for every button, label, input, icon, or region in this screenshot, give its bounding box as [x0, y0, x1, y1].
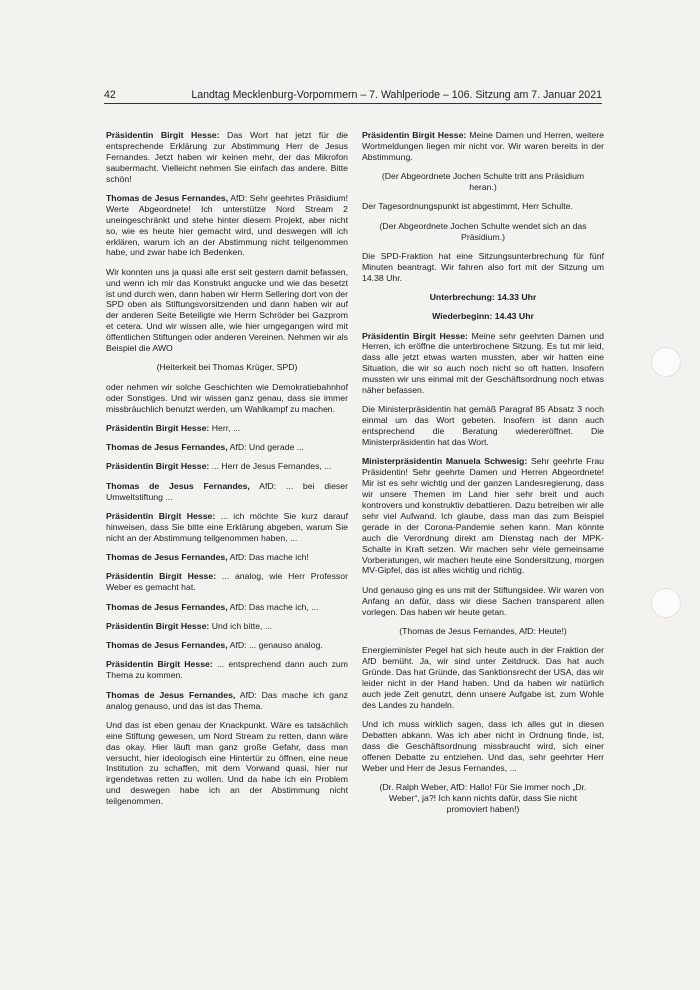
speech-text: AfD: Das mache ich ganz analog genauso, und das ist das Thema. — [106, 689, 348, 711]
session-time-heading: Unterbrechung: 14.33 Uhr — [429, 291, 537, 302]
speech-paragraph — [106, 720, 348, 807]
speaker-name: Präsidentin Birgit Hesse: — [106, 461, 210, 472]
speech-text: Meine Damen und Herren, weitere Wortmeldungen liegen mir nicht vor. Wir waren bereits in der Abstimmung. — [362, 130, 604, 162]
speech-text: Energieminister Pegel hat sich heute auch in der Fraktion der AfD bemüht. Ja, wir sind unter Zeitdruck. Das hat auch Gründe. Das hat Gründe, das Sanktionsrecht der USA, das wir leider nicht in der Hand haben. Und da haben wir natürlich auch jede Zeit genutzt, denn unsere Aufgabe ist, zum Wohle des Landes zu handeln. — [362, 645, 604, 710]
speech-paragraph — [106, 511, 348, 544]
speaker-name: Thomas de Jesus Fernandes, — [106, 601, 228, 612]
speech-text: AfD: Das mache ich! — [227, 552, 309, 562]
speech-paragraph — [362, 201, 604, 212]
speech-text: Sehr geehrte Frau Präsidentin! Sehr geehrte Damen und Herren Abgeordnete! Mir ist es sehr wichtig und der ganzen Landesregierung, dass wir unsere Themen im Land hier sehr breit und auch kontrovers und konstruktiv debattieren. Dazu betreiben wir alle sehr viel Aufwand. Ich glaube, dass man das zum Beispiel gerade in der Corona-Pandemie sehen kann. Man könnte auch die Verordnung direkt am Dienstag nach der MPK-Schalte in Kraft setzen. Wir machen sehr viele gemeinsame Vorberatungen, wir machen heute eine Sondersitzung, morgen MV-Gipfel, das ist alles wichtig und richtig. — [362, 456, 605, 576]
speech-text: Wir konnten uns ja quasi alle erst seit gestern damit befassen, und wenn ich mir das Konstrukt angucke und wie das besetzt ist und durch wen, dann haben wir Herrn Sellering dort von der SPD oben als Stiftungsvorsitzenden und dann haben wir auf der anderen Seite Beteiligte wie Herrn Schröder bei Gazprom et cetera. Und wir wissen alle, wie hier umgegangen wird mit öffentlichen Stiftungen oder anderen Vereinen. Nehmen wir als Beispiel die AWO — [106, 266, 348, 354]
speech-text: Das Wort hat jetzt für die entsprechende Erklärung zur Abstimmung Herr de Jesus Fernandes. Jetzt haben wir keinen mehr, der das Mikrofon saubermacht. Vielleicht nehmen Sie einfach das andere. Bitte schön! — [106, 130, 348, 184]
speech-paragraph — [106, 442, 348, 453]
speech-text: ... ich möchte Sie kurz darauf hinweisen, dass Sie bitte eine Erklärung abgeben, warum Sie nicht an der Abstimmung teilgenommen haben, ... — [106, 510, 348, 543]
speaker-name: Thomas de Jesus Fernandes, — [106, 442, 228, 453]
speech-paragraph — [362, 645, 604, 710]
left-column — [106, 130, 348, 815]
speaker-name: Ministerpräsidentin Manuela Schwesig: — [362, 456, 528, 467]
speech-text: Und ich bitte, ... — [209, 620, 273, 631]
interjection: (Der Abgeordnete Jochen Schulte tritt ans Präsidium heran.) — [381, 171, 585, 193]
speech-text: oder nehmen wir solche Geschichten wie Demokratiebahnhof oder Sonstiges. Und wir wissen ganz genau, dass sie immer missbräuchlich benutzt werden, um Wahlkampf zu machen. — [106, 381, 348, 414]
speech-text: AfD: Das mache ich, ... — [227, 601, 319, 612]
hole-punch-mark — [651, 588, 681, 618]
speech-text: Und genauso ging es uns mit der Stiftungsidee. Wir waren von Anfang an dafür, dass wir diese Sachen transparent allen vorlegen. Das haben wir heute getan. — [362, 584, 604, 617]
speech-text: Der Tagesordnungspunkt ist abgestimmt, Herr Schulte. — [362, 201, 573, 212]
speaker-name: Thomas de Jesus Fernandes, — [106, 552, 228, 562]
speech-paragraph — [106, 621, 348, 632]
speech-text: Meine sehr geehrten Damen und Herren, ich eröffne die unterbrochene Sitzung. Es tut mir leid, dass alle jetzt etwas warten mussten, aber wir hatten eine Situation, die wir so auch noch nicht so oft hatten. Insofern mussten wir uns einmal mit der Geschäftsordnung noch etwas näher befassen. — [362, 330, 604, 396]
speech-paragraph — [106, 481, 348, 503]
speech-text: Die SPD-Fraktion hat eine Sitzungsunterbrechung für fünf Minuten beantragt. Wir fahren also fort mit der Sitzung um 14.38 Uhr. — [362, 250, 604, 283]
speech-paragraph — [362, 585, 604, 618]
page-number: 42 — [104, 89, 116, 101]
speech-paragraph — [362, 251, 604, 284]
speech-paragraph — [362, 331, 604, 396]
speaker-name: Präsidentin Birgit Hesse: — [362, 130, 467, 140]
speech-text: ... analog, wie Herr Professor Weber es gemacht hat. — [106, 571, 348, 593]
interjection: (Der Abgeordnete Jochen Schulte wendet sich an das Präsidium.) — [379, 220, 587, 242]
speech-paragraph — [106, 130, 348, 185]
speech-text: Und das ist eben genau der Knackpunkt. Wäre es tatsächlich eine Stiftung gewesen, um Nord Stream zu retten, dann wäre das okay. Hier läuft man ganz große Gefahr, dass man versucht, hier ideologisch eine Hintertür zu öffnen, eine neue Institution zu schaffen, mit dem Vorwand quasi, hier nur irgendetwas retten zu wollen. Und da habe ich ein Problem und deswegen habe ich an der Abstimmung nicht teilgenommen. — [106, 719, 348, 807]
speech-text: ... Herr de Jesus Fernandes, ... — [209, 461, 332, 472]
interjection: (Dr. Ralph Weber, AfD: Hallo! Für Sie immer noch „Dr. Weber“, ja?! Ich kann nichts dafür, dass Sie nicht promoviert haben!) — [379, 781, 587, 814]
speech-paragraph — [106, 640, 348, 651]
speech-paragraph — [106, 423, 348, 434]
speech-text: Herr, ... — [209, 422, 241, 433]
speech-text: AfD: Und gerade ... — [227, 442, 304, 453]
speaker-name: Präsidentin Birgit Hesse: — [106, 422, 210, 433]
speaker-name: Thomas de Jesus Fernandes, — [106, 640, 228, 651]
session-time-heading: Wiederbeginn: 14.43 Uhr — [432, 311, 534, 322]
speech-paragraph — [106, 552, 348, 563]
speech-paragraph — [106, 267, 348, 354]
speech-paragraph — [362, 719, 604, 774]
running-title: Landtag Mecklenburg-Vorpommern – 7. Wahlperiode – 106. Sitzung am 7. Januar 2021 — [191, 89, 602, 101]
speech-text: AfD: ... genauso analog. — [227, 640, 323, 651]
page-header — [104, 89, 602, 104]
speaker-name: Präsidentin Birgit Hesse: — [106, 659, 213, 670]
speech-paragraph — [106, 382, 348, 415]
speech-paragraph — [106, 690, 348, 712]
speaker-name: Präsidentin Birgit Hesse: — [106, 510, 216, 521]
speaker-name: Thomas de Jesus Fernandes, — [106, 192, 229, 203]
speaker-name: Thomas de Jesus Fernandes, — [106, 480, 250, 491]
speech-paragraph — [362, 404, 604, 448]
speech-text: AfD: Sehr geehrtes Präsidium! Werte Abgeordnete! Ich unterstütze Nord Stream 2 uneingeschränkt und stehe hinter diesem Projekt, aber nicht so, wie es heute hier gemacht wird, und deswegen will ich erklären, warum ich an der Abstimmung nicht teilgenommen habe, und zwar habe ich Bedenken. — [106, 192, 348, 258]
right-column — [362, 130, 604, 823]
speech-paragraph — [106, 571, 348, 593]
speaker-name: Thomas de Jesus Fernandes, — [106, 689, 236, 700]
speech-text: Die Ministerpräsidentin hat gemäß Paragraf 85 Absatz 3 noch einmal um das Wort gebeten. Insofern ist dann auch entsprechend die Beratung wiedereröffnet. Die Ministerpräsidentin hat das Wort. — [362, 404, 604, 448]
speaker-name: Präsidentin Birgit Hesse: — [106, 571, 217, 582]
hole-punch-mark — [651, 347, 681, 377]
speech-text: AfD: ... bei dieser Umweltstiftung ... — [106, 480, 348, 502]
speaker-name: Präsidentin Birgit Hesse: — [362, 330, 468, 341]
speaker-name: Präsidentin Birgit Hesse: — [106, 620, 210, 631]
speech-paragraph — [362, 456, 604, 576]
speech-text: ... entsprechend dann auch zum Thema zu kommen. — [106, 659, 348, 681]
speech-paragraph — [106, 659, 348, 681]
speech-paragraph — [106, 602, 348, 613]
speech-paragraph — [106, 461, 348, 472]
speech-paragraph — [362, 130, 604, 163]
interjection: (Thomas de Jesus Fernandes, AfD: Heute!) — [399, 625, 567, 636]
interjection: (Heiterkeit bei Thomas Krüger, SPD) — [156, 362, 298, 373]
speaker-name: Präsidentin Birgit Hesse: — [106, 130, 220, 140]
speech-text: Und ich muss wirklich sagen, dass ich alles gut in diesen Debatten abkann. Was ich aber nicht in Ordnung finde, ist, dass die Geschäftsordnung missbraucht wird, sich einer offenen Debatte zu entziehen. Und das, sehr geehrter Herr Weber und Herr de Jesus Fernandes, ... — [362, 718, 604, 773]
speech-paragraph — [106, 193, 348, 258]
